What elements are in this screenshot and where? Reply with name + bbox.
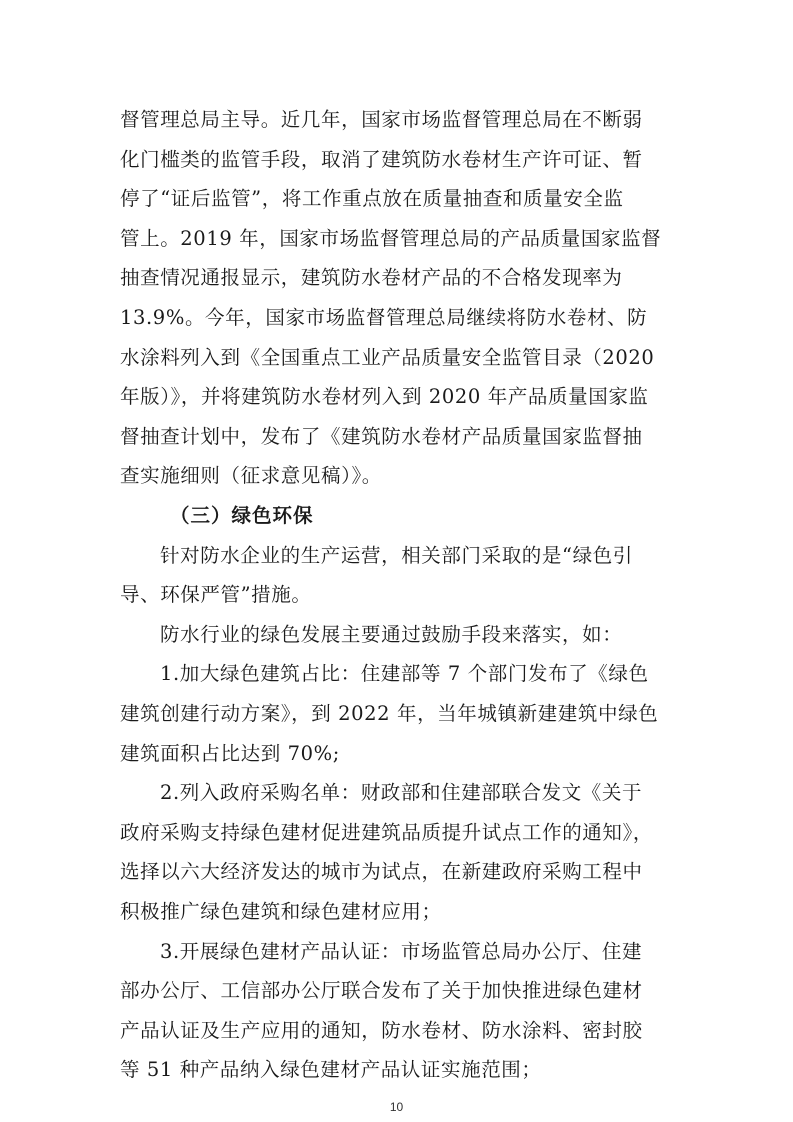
body-text-line: 导、环保严管”措施。 bbox=[120, 583, 312, 607]
list-item-line: 1.加大绿色建筑占比：住建部等 7 个部门发布了《绿色 bbox=[160, 662, 649, 686]
list-item-line: 选择以六大经济发达的城市为试点，在新建政府采购工程中 bbox=[120, 860, 643, 884]
page-number: 10 bbox=[389, 1100, 404, 1114]
list-item-line: 部办公厅、工信部办公厅联合发布了关于加快推进绿色建材 bbox=[120, 979, 643, 1003]
list-item-line: 政府采购支持绿色建材促进建筑品质提升试点工作的通知》， bbox=[120, 820, 653, 844]
list-item-line: 建筑面积占比达到 70%; bbox=[120, 741, 340, 765]
body-text-line: 督管理总局主导。近几年，国家市场监督管理总局在不断弱 bbox=[120, 108, 643, 131]
body-text-line: 抽查情况通报显示，建筑防水卷材产品的不合格发现率为 bbox=[120, 266, 623, 290]
section-heading: （三）绿色环保 bbox=[170, 504, 314, 527]
list-item-line: 2.列入政府采购名单：财政部和住建部联合发文《关于 bbox=[160, 781, 643, 805]
list-item-line: 产品认证及生产应用的通知，防水卷材、防水涂料、密封胶 bbox=[120, 1018, 643, 1042]
list-item-line: 建筑创建行动方案》，到 2022 年，当年城镇新建建筑中绿色 bbox=[120, 702, 659, 725]
list-item-line: 积极推广绿色建筑和绿色建材应用； bbox=[120, 900, 442, 923]
body-text-line: 督抽查计划中，发布了《建筑防水卷材产品质量国家监督抽 bbox=[120, 424, 643, 448]
body-text-line: 防水行业的绿色发展主要通过鼓励手段来落实，如： bbox=[160, 622, 623, 646]
body-text-line: 管上。2019 年，国家市场监督管理总局的产品质量国家监督 bbox=[120, 226, 662, 250]
body-text-line: 13.9%。今年，国家市场监督管理总局继续将防水卷材、防 bbox=[120, 306, 648, 329]
list-item-line: 3.开展绿色建材产品认证：市场监管总局办公厅、住建 bbox=[160, 939, 643, 963]
body-text-line: 水涂料列入到《全国重点工业产品质量安全监管目录（2020 bbox=[120, 345, 655, 369]
body-text-line: 针对防水企业的生产运营，相关部门采取的是“绿色引 bbox=[160, 543, 633, 567]
body-text-line: 停了“证后监管”，将工作重点放在质量抽查和质量安全监 bbox=[120, 187, 624, 211]
body-text-line: 年版）》，并将建筑防水卷材列入到 2020 年产品质量国家监 bbox=[120, 385, 649, 409]
body-text-line: 查实施细则（征求意见稿）》。 bbox=[120, 464, 382, 488]
body-text-line: 化门槛类的监管手段，取消了建筑防水卷材生产许可证、暂 bbox=[120, 147, 643, 171]
list-item-line: 等 51 种产品纳入绿色建材产品认证实施范围； bbox=[120, 1058, 542, 1082]
